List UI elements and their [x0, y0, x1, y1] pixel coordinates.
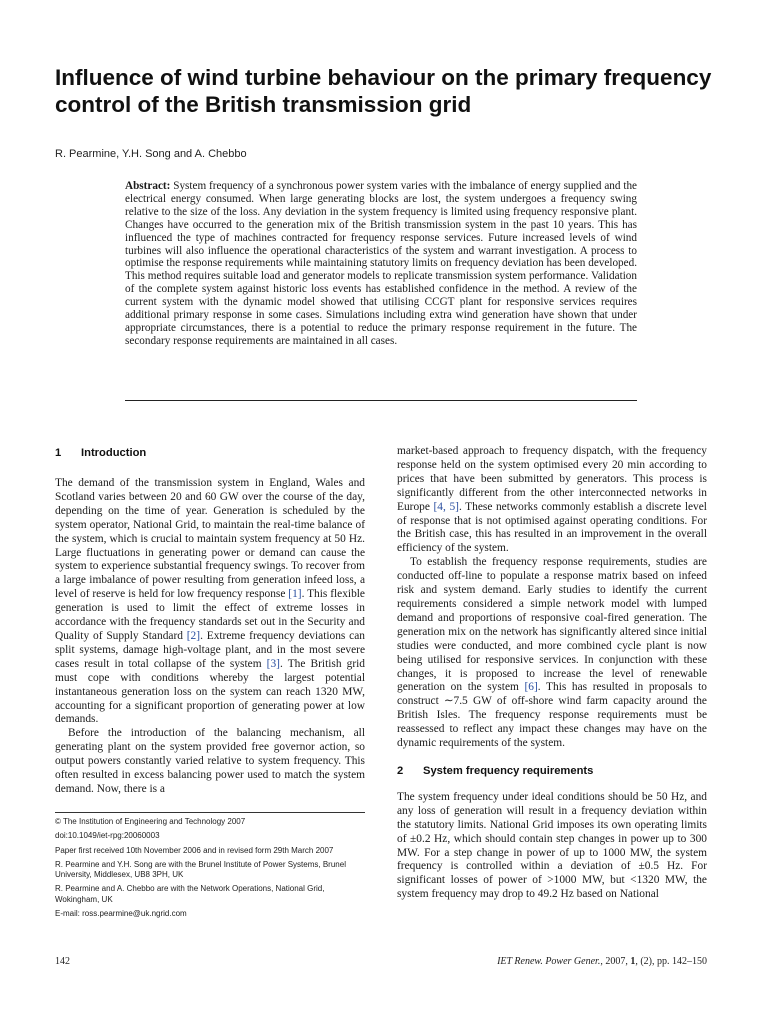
footnote-divider — [55, 812, 365, 813]
abstract-text: System frequency of a synchronous power system varies with the imbalance of energy supplied and the electrical energy consumed. When large generating blocks are lost, the system undergoes a frequency swing relative to the size of the loss. Any deviation in the system frequency is limited using frequency responsive plant. Changes have occurred to the generation mix of the British transmission system in the past 10 years. This has influenced the type of machines contracted for frequency response services. Future increased levels of wind turbines will also influence the operational characteristics of the system and warrant investigation. A process to optimise the response requirements while maintaining statutory limits on frequency deviation has been developed. This method requires suitable load and generator models to replicate transmission system performance. Validation of the complete system against historic loss events has established confidence in the method. A review of the current system with the dynamic model showed that utilising CCGT plant for responsive services requires additional primary response in some cases. Simulations including extra wind generation have shown that under appropriate circumstances, there is a potential to reduce the primary response requirement in the future. The secondary response requirements are maintained in all cases. — [125, 180, 637, 347]
affiliation-note: R. Pearmine and Y.H. Song are with the Brunel Institute of Power Systems, Brunel University, Middlesex, UB8 3PH, UK — [55, 859, 346, 880]
right-column — [397, 445, 707, 902]
text-run: . This flexible generation is used to limit the effect of extreme losses in accordance with the frequency standards set out in the Security and Quality of Supply Standard — [55, 588, 365, 642]
section-1-heading — [55, 447, 365, 460]
text-run: . Extreme frequency deviations can split systems, damage high-voltage plant, and in the most severe cases result in total collapse of the system — [55, 629, 365, 670]
citation-link[interactable]: [3] — [266, 657, 280, 670]
text-run: . These networks commonly establish a discrete level of response that is not optimised against operating conditions. For the British case, this has resulted in an improvement in the overall efficiency of the system. — [397, 500, 707, 555]
abstract — [125, 180, 637, 348]
abstract-divider — [125, 400, 637, 401]
email-note: E-mail: ross.pearmine@uk.ngrid.com — [55, 909, 187, 919]
journal-name: IET Renew. Power Gener. — [497, 956, 601, 967]
footnotes — [55, 817, 365, 923]
text-run: . This has resulted in proposals to construct ∼7.5 GW of off-shore wind farm capacity around the British Isles. The frequency response requirements must be reassessed to reflect any impact these changes may have on the dynamic requirements of the system. — [397, 681, 707, 750]
text-run: The demand of the transmission system in England, Wales and Scotland varies between 20 and 60 GW over the course of the day, depending on the time of year. Generation is scheduled by the system operator, National Grid, to maintain the real-time balance of the system, which is crucial to maintain system frequency at 50 Hz. Large fluctuations in generating power or demand can cause the system to experience substantial frequency swings. To recover from a large imbalance of power resulting from generation infeed loss, a level of reserve is held for low frequency response — [55, 477, 365, 601]
received-note: Paper first received 10th November 2006 and in revised form 29th March 2007 — [55, 845, 334, 855]
journal-year: , 2007, — [600, 956, 631, 967]
section-title: Introduction — [81, 447, 147, 459]
author-list: R. Pearmine, Y.H. Song and A. Chebbo — [55, 148, 247, 160]
section-number: 1 — [55, 447, 62, 459]
section-2-heading — [397, 765, 707, 778]
section-title: System frequency requirements — [423, 764, 594, 777]
journal-citation — [497, 956, 707, 967]
paper-title: Influence of wind turbine behaviour on the primary frequency control of the British transmission grid — [55, 65, 712, 117]
intro-paragraph-3 — [397, 445, 707, 556]
section-number: 2 — [397, 764, 404, 777]
text-run: . The British grid must cope with conditions whereby the largest potential instantaneous generation loss on the system can reach 1320 MW, accounting for a significant proportion of generating power at low demands. — [55, 657, 365, 726]
citation-link[interactable]: [4, 5] — [433, 500, 459, 513]
intro-paragraph-2: Before the introduction of the balancing mechanism, all generating plant on the system provided free governor action, so output powers constantly varied relative to system frequency. This often resulted in excess balancing power used to match the system demand. Now, there is a — [55, 727, 365, 795]
journal-volume: 1 — [630, 956, 636, 967]
abstract-label: Abstract: — [125, 180, 171, 192]
citation-link[interactable]: [2] — [186, 629, 201, 642]
frequency-paragraph-1: The system frequency under ideal conditions should be 50 Hz, and any loss of generation will result in a frequency deviation within the statutory limits. National Grid imposes its own operating limits of ±0.2 Hz, which should contain step changes in power up to 300 MW. For a step change in power of up to 1000 MW, the system frequency is controlled within a deviation of ±0.5 Hz. For significant losses of power of >1000 MW, but <1320 MW, the system frequency may drop to 49.2 Hz based on National — [397, 790, 707, 901]
left-column — [55, 445, 365, 797]
page-number: 142 — [55, 956, 70, 967]
affiliation-note: R. Pearmine and A. Chebbo are with the Network Operations, National Grid, Wokingham, UK — [55, 884, 325, 904]
copyright-note: © The Institution of Engineering and Technology 2007 — [55, 817, 246, 826]
journal-issue-pages: , (2), pp. 142–150 — [635, 956, 707, 967]
citation-link[interactable]: [6] — [524, 681, 538, 694]
citation-link[interactable]: [1] — [288, 588, 302, 601]
intro-paragraph-1 — [55, 477, 365, 727]
doi-note: doi:10.1049/iet-rpg:20060003 — [55, 831, 160, 841]
intro-paragraph-4 — [397, 556, 707, 751]
text-run: To establish the frequency response requirements, studies are conducted off-line to populate a response matrix based on infeed risk and system demand. Early studies to identify the current requirements considered a simple network model with lumped demand and proportions of responsive coal-fired generation. The generation mix on the network has significantly altered since initial studies were conducted, and more combined cycle plant is now being utilised for responsive services. In conjunction with these changes, it is proposed to increase the level of renewable generation on the system — [397, 556, 707, 694]
text-run: market-based approach to frequency dispatch, with the frequency response held on the system optimised every 20 min according to prices that have been submitted by generators. This process is significantly different from the other interconnected networks in Europe — [397, 445, 707, 513]
